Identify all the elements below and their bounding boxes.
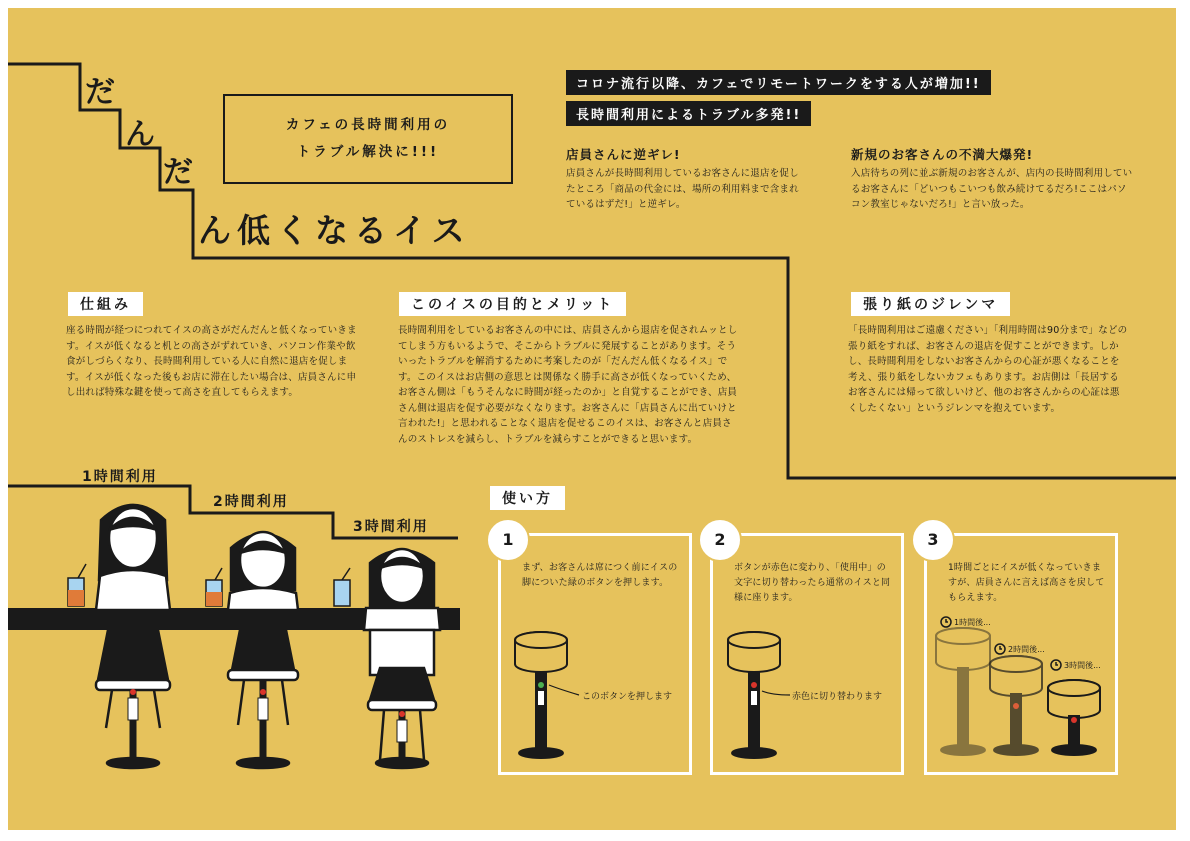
step-2-number: 2: [698, 518, 742, 562]
timeline-label-3h: 3時間利用: [353, 519, 429, 535]
time-label-3h: 3時間後...: [1064, 661, 1101, 670]
step-1-text: まず、お客さんは席につく前にイスの脚についた緑のボタンを押します。: [522, 563, 678, 588]
header-bar-1: コロナ流行以降、カフェでリモートワークをする人が増加!!: [566, 70, 991, 95]
title-char-1: だ: [85, 75, 115, 110]
timeline-label-1h: 1時間利用: [82, 469, 158, 485]
subtitle-line-2: トラブル解決に!!!: [296, 144, 440, 160]
glass-3: [334, 580, 350, 606]
section-title-purpose: このイスの目的とメリット: [399, 292, 626, 316]
problem-2-body: 入店待ちの列に並ぶ新規のお客さんが、店内の長時間利用しているお客さんに「どいつもこいつも飲み続けてるだろ!ここはパソコン教室じゃないだろ!」と言い放った。: [851, 168, 1133, 210]
section-title-usage: 使い方: [490, 486, 565, 510]
header-bar-2: 長時間利用によるトラブル多発!!: [566, 101, 811, 126]
section-title-mechanism: 仕組み: [68, 292, 143, 316]
problem-2-title: 新規のお客さんの不満大爆発!: [851, 147, 1034, 162]
subtitle-line-1: カフェの長時間利用の: [285, 117, 451, 133]
time-label-2h: 2時間後...: [1008, 645, 1045, 654]
title-char-3: だ: [163, 155, 193, 190]
person-1-illustration: [96, 505, 170, 768]
timeline-label-2h: 2時間利用: [213, 494, 289, 510]
section-body-purpose: 長時間利用をしているお客さんの中には、店員さんから退店を促されムッとしてしまう方もいるようで、そこからトラブルに発展することがあります。そういったトラブルを解消するために考案したのが「だんだん低くなるイス」です。このイスはお店側の意思とは関係なく勝手に高さが低くなっていくため、お客さん側は「もうそんなに時間が経ったのか」と自覚することができ、店員さん側は退店を促す必要がなくなります。お客さんに「店員さんに出ていけと言われた!」と思われることなく退店を促せるこのイスは、お客さんと店員さんのストレスを減らし、トラブルを減らすことができると思います。: [398, 325, 738, 445]
title-subtitle-box: [223, 94, 513, 184]
poster: [8, 8, 1176, 830]
step-3-text: 1時間ごとにイスが低くなっていきますが、店員さんに言えば高さを戻してもらえます。: [948, 563, 1105, 603]
time-label-1h: 1時間後...: [954, 618, 991, 627]
step-1-note: このボタンを押します: [582, 692, 673, 702]
step-2-note: 赤色に切り替わります: [792, 692, 883, 702]
step-3-number: 3: [911, 518, 955, 562]
section-title-dilemma: 張り紙のジレンマ: [851, 292, 1010, 316]
problem-1-body: 店員さんが長時間利用しているお客さんに退店を促したところ「商品の代金には、場所の利用料まで含まれているはずだ!」と逆ギレ。: [566, 168, 799, 210]
page-title: ん低くなるイス: [198, 211, 471, 250]
step-1-number: 1: [486, 518, 530, 562]
person-3-illustration: [364, 549, 440, 768]
section-body-mechanism: 座る時間が経つにつれてイスの高さがだんだんと低くなっていきます。イスが低くなると机との高さがずれていき、パソコン作業や飲食がしづらくなり、長時間利用している人に自然に退店を促します。イスが低くなった後もお店に滞在したい場合は、店員さんに申し出れば特殊な鍵を使って高さを直してもらえます。: [66, 325, 357, 398]
problem-1-title: 店員さんに逆ギレ!: [566, 147, 681, 162]
person-2-illustration: [228, 532, 298, 768]
title-char-2: ん: [125, 117, 155, 152]
section-body-dilemma: 「長時間利用はご遠慮ください」「利用時間は90分まで」などの張り紙をすれば、お客さんの退店を促すことができます。しかし、長時間利用をしないお客さんからの心証が悪くなることを考え、張り紙をしないカフェもあります。お店側は「長居するお客さんには帰って欲しいけど、他のお客さんからの心証は悪くしたくない」というジレンマを抱えています。: [848, 325, 1128, 414]
step-2-text: ボタンが赤色に変わり、「使用中」の文字に切り替わったら通常のイスと同様に座ります。: [734, 563, 891, 603]
